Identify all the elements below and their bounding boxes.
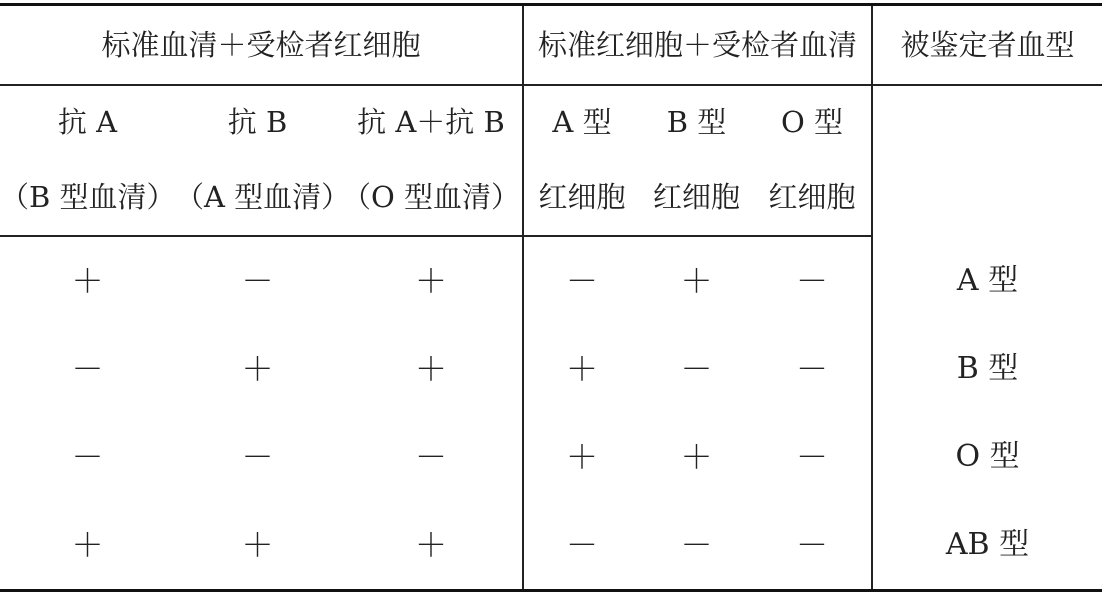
col-a-cells: A 型 xyxy=(552,105,612,139)
table-cell: ＋ xyxy=(175,501,340,591)
table-cell: － xyxy=(565,262,598,300)
col-o-cells: O 型 xyxy=(753,85,872,159)
table-cell: ＋ xyxy=(680,438,713,476)
blood-type-result: O 型 xyxy=(955,439,1020,474)
header-group-row xyxy=(0,5,1102,86)
table-row xyxy=(0,236,1102,325)
col-anti-b-source: （A 型血清） xyxy=(175,159,340,236)
col-b-cells-source: 红细胞 xyxy=(640,159,753,236)
header-result-blank xyxy=(872,85,1102,236)
table-cell: ＋ xyxy=(565,350,598,388)
blood-typing-table xyxy=(0,3,1102,592)
col-anti-b: 抗 B xyxy=(227,105,288,139)
blood-type-result: B 型 xyxy=(956,351,1019,386)
table-cell: － xyxy=(71,350,104,388)
header-subrow-names xyxy=(0,85,1102,159)
table-cell: － xyxy=(753,501,872,591)
table-cell: ＋ xyxy=(340,236,523,325)
blood-type-result: AB 型 xyxy=(872,501,1102,591)
col-b-cells: B 型 xyxy=(666,105,727,139)
col-anti-a-source: （B 型血清） xyxy=(0,159,175,236)
table-cell: ＋ xyxy=(241,350,274,388)
col-anti-ab-source: （O 型血清） xyxy=(340,159,523,236)
table-cell: － xyxy=(753,236,872,325)
table-cell: － xyxy=(753,325,872,413)
col-anti-a: 抗 A xyxy=(57,105,118,139)
table-cell: － xyxy=(753,413,872,501)
table-cell: ＋ xyxy=(340,501,523,591)
col-a-cells-source: 红细胞 xyxy=(523,159,640,236)
table-row xyxy=(0,501,1102,591)
header-serum-group: 标准血清＋受检者红细胞 xyxy=(0,5,523,86)
table-cell: ＋ xyxy=(0,501,175,591)
table-cell: － xyxy=(340,413,523,501)
col-o-cells-source: 红细胞 xyxy=(753,159,872,236)
table-cell: ＋ xyxy=(71,262,104,300)
header-result: 被鉴定者血型 xyxy=(872,5,1102,86)
table-cell: ＋ xyxy=(565,438,598,476)
table-cell: － xyxy=(523,501,640,591)
table-row xyxy=(0,325,1102,413)
blood-type-result: A 型 xyxy=(956,262,1019,298)
table-cell: － xyxy=(680,350,713,388)
table-cell: － xyxy=(241,262,274,300)
table-cell: － xyxy=(71,438,104,476)
table-cell: ＋ xyxy=(340,325,523,413)
table-cell: － xyxy=(241,438,274,476)
col-anti-ab: 抗 A＋抗 B xyxy=(340,85,523,159)
table-cell: ＋ xyxy=(680,262,713,300)
header-cells-group: 标准红细胞＋受检者血清 xyxy=(523,5,872,86)
table-row xyxy=(0,413,1102,501)
table-cell: － xyxy=(640,501,753,591)
